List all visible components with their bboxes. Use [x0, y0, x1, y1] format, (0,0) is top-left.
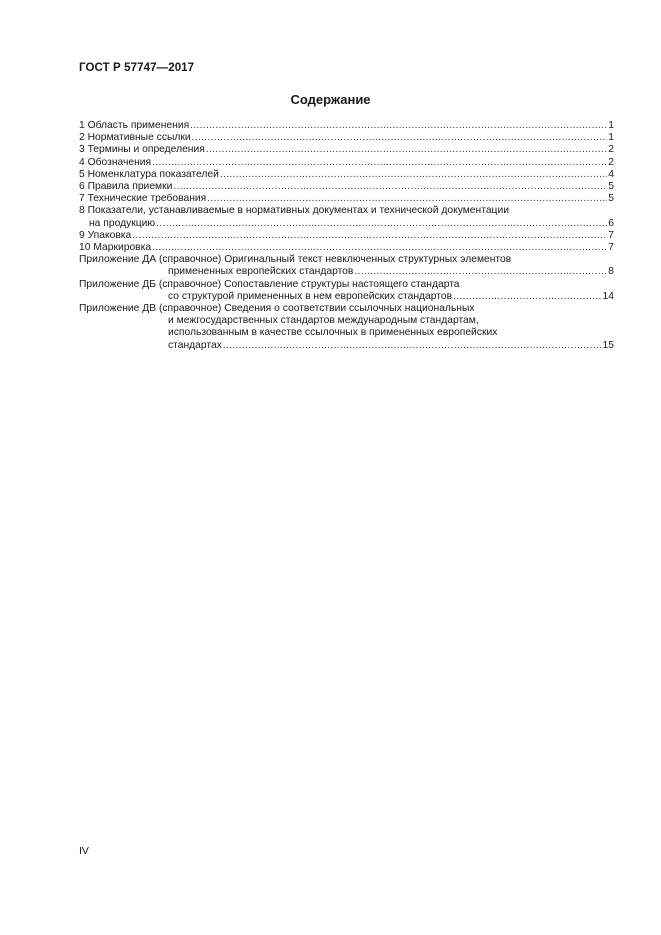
toc-title: Содержание — [290, 92, 371, 107]
toc-leader-dots — [207, 193, 607, 205]
toc-entry[interactable] — [79, 193, 614, 205]
toc-entry-label: 9 Упаковка — [79, 229, 132, 241]
toc-entry-label: 10 Маркировка — [79, 242, 152, 254]
toc-entry-line[interactable]: Приложение ДБ (справочное) Сопоставление структуры настоящего стандарта — [79, 278, 460, 290]
toc-entry-line[interactable]: Приложение ДВ (справочное) Сведения о соответствии ссылочных национальных — [79, 303, 475, 315]
toc-leader-dots — [206, 144, 607, 156]
toc-leader-dots — [152, 242, 607, 254]
toc-entry-page: 7 — [608, 242, 614, 254]
toc-entry-page: 2 — [608, 156, 614, 168]
toc-entry-page: 4 — [608, 168, 614, 180]
toc-entry-label: 1 Область применения — [79, 120, 190, 131]
toc-entry-label: стандартах — [168, 339, 222, 351]
toc-leader-dots — [220, 169, 607, 181]
toc-entry-label: на продукцию — [89, 217, 156, 229]
toc-entry-label: 3 Термины и определения — [79, 144, 205, 156]
toc-entry[interactable] — [79, 157, 614, 169]
toc-leader-dots — [190, 120, 607, 132]
toc-entry-page: 1 — [608, 132, 614, 144]
toc-entry-page: 7 — [608, 229, 614, 241]
toc-entry[interactable] — [79, 181, 614, 193]
toc-entry-page: 14 — [602, 290, 614, 302]
toc-entry-page: 15 — [602, 339, 614, 351]
toc-entry-label: 6 Правила приемки — [79, 181, 173, 193]
toc-entry-label: 5 Номенклатура показателей — [79, 168, 219, 180]
toc-leader-dots — [173, 181, 607, 193]
toc-entry-page: 1 — [608, 120, 614, 131]
toc-leader-dots — [132, 230, 607, 242]
toc-entry[interactable] — [79, 291, 614, 303]
toc-entry[interactable] — [79, 218, 614, 230]
toc-entry-page: 2 — [608, 144, 614, 156]
toc-entry-label: примененных европейских стандартов — [168, 266, 354, 278]
toc-leader-dots — [152, 157, 607, 169]
toc-entry-page: 5 — [608, 181, 614, 193]
toc-entry[interactable] — [79, 132, 614, 144]
toc-entry-label: со структурой примененных в нем европейских стандартов — [168, 290, 453, 302]
toc-entry[interactable] — [79, 340, 614, 352]
toc-entry-label: 2 Нормативные ссылки — [79, 132, 191, 144]
toc-leader-dots — [453, 291, 601, 303]
toc-entry-page: 6 — [608, 217, 614, 229]
table-of-contents — [79, 120, 614, 352]
toc-entry-line[interactable]: Приложение ДА (справочное) Оригинальный текст невключенных структурных элементов — [79, 254, 512, 266]
toc-entry-line[interactable]: и межгосударственных стандартов международным стандартам, — [168, 315, 479, 327]
toc-entry[interactable] — [79, 230, 614, 242]
toc-entry-line[interactable]: использованным в качестве ссылочных в примененных европейских — [168, 327, 498, 339]
toc-entry-page: 5 — [608, 193, 614, 205]
toc-entry[interactable] — [79, 120, 614, 132]
toc-leader-dots — [192, 132, 608, 144]
toc-entry-page: 8 — [608, 266, 614, 278]
toc-entry-label: 7 Технические требования — [79, 193, 207, 205]
toc-leader-dots — [156, 218, 607, 230]
toc-entry-label: 4 Обозначения — [79, 156, 152, 168]
toc-entry[interactable] — [79, 266, 614, 278]
toc-entry[interactable] — [79, 169, 614, 181]
toc-entry[interactable] — [79, 242, 614, 254]
toc-entry-line[interactable]: 8 Показатели, устанавливаемые в нормативных документах и технической документации — [79, 205, 509, 217]
page-header: ГОСТ Р 57747—2017 — [79, 62, 195, 74]
toc-leader-dots — [354, 266, 607, 278]
toc-entry[interactable] — [79, 144, 614, 156]
toc-leader-dots — [223, 340, 602, 352]
page-number: IV — [79, 845, 89, 857]
